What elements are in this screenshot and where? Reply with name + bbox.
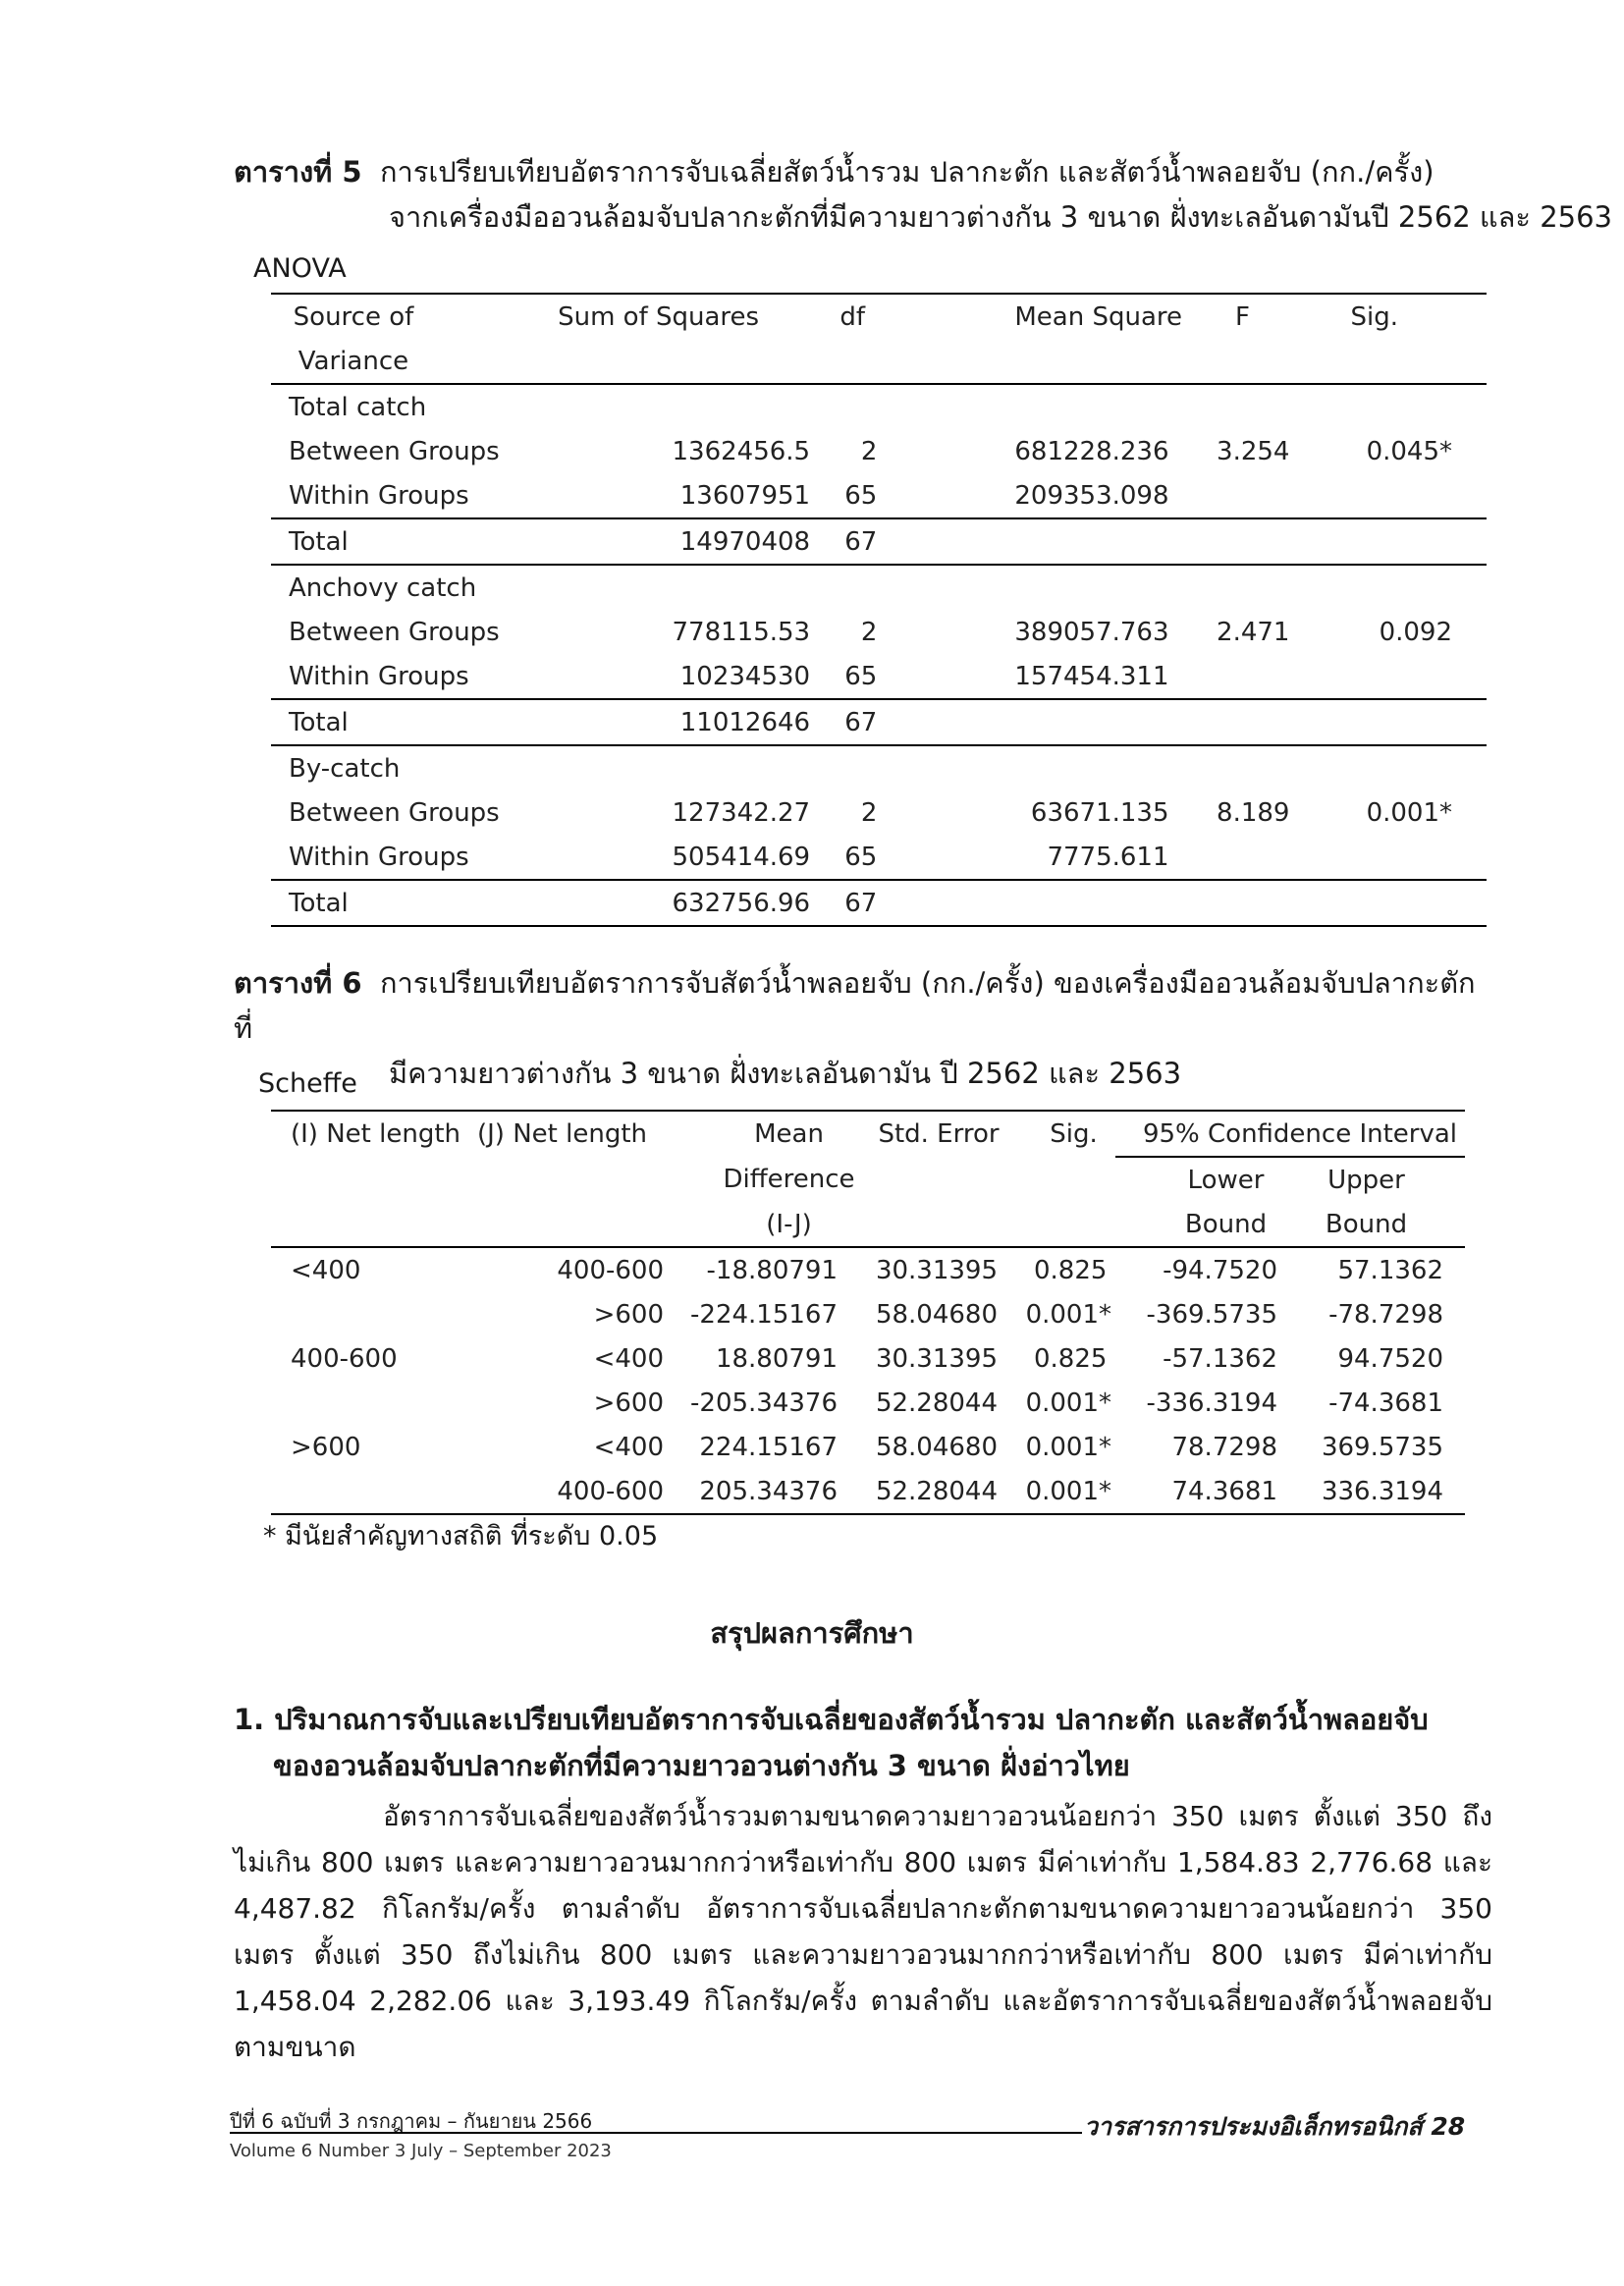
footer-issue-th: ปีที่ 6 ฉบับที่ 3 กรกฎาคม – กันยายน 2566 [230,2109,593,2133]
table6-caption-line2: มีความยาวต่างกัน 3 ขนาด ฝั่งทะเลอันดามัน ปี 2562 และ 2563 [389,1057,1182,1090]
header-sig: Sig. [1350,301,1398,332]
table-row: Within Groups 10234530 65 157454.311 [289,661,1169,691]
table6-title: Scheffe [258,1068,357,1099]
header-lower-b: Bound [1184,1209,1268,1239]
header-md-c: (I-J) [766,1209,812,1239]
header-ms: Mean Square [1014,301,1182,332]
table5-title: ANOVA [253,253,347,284]
table5-caption-line1: การเปรียบเทียบอัตราการจับเฉลี่ยสัตว์น้ำรวม ปลากะตัก และสัตว์น้ำพลอยจับ (กก./ครั้ง) [379,155,1435,189]
table-row: >600 -224.15167 58.04680 0.001* -369.5735 -78.7298 [593,1299,1443,1330]
table6-label: ตารางที่ 6 [234,966,362,1000]
header-ci: 95% Confidence Interval [1115,1111,1465,1157]
header-source-a: Source of [293,301,414,332]
header-sig: Sig. [1050,1119,1098,1149]
table-row: Total 632756.96 67 [271,880,1487,926]
table-row: >600 -205.34376 52.28044 0.001* -336.3194 -74.3681 [593,1388,1443,1418]
subheading-line2: ของอวนล้อมจับปลากะตักที่มีความยาวอวนต่างกัน 3 ขนาด ฝั่งอ่าวไทย [273,1749,1130,1782]
table5-label: ตารางที่ 5 [234,155,362,189]
footer-issue-en: Volume 6 Number 3 July – September 2023 [230,2141,612,2161]
table-row: 400-600 205.34376 52.28044 0.001* 74.3681 336.3194 [271,1469,1465,1514]
header-df: df [839,301,866,332]
header-se: Std. Error [878,1119,1000,1149]
group-name: Total catch [289,392,427,422]
header-ss: Sum of Squares [558,301,760,332]
footer-journal: วารสารการประมงอิเล็กทรอนิกส์ 28 [1084,2112,1466,2141]
subheading [234,1697,1500,1789]
significance-note: * มีนัยสำคัญทางสถิติ ที่ระดับ 0.05 [263,1521,659,1551]
section-title: สรุปผลการศึกษา [710,1616,914,1650]
group-name: By-catch [289,753,401,784]
header-source-b: Variance [298,346,409,376]
table-row: Within Groups 13607951 65 209353.098 [289,480,1169,511]
header-j: (J) Net length [477,1119,647,1149]
header-f: F [1235,301,1250,332]
table5-caption [234,149,1624,240]
table-row: Between Groups 1362456.5 2 681228.236 3.254 0.045* [289,436,1452,466]
header-upper-b: Bound [1325,1209,1408,1239]
table-row: Between Groups 778115.53 2 389057.763 2.471 0.092 [289,617,1452,647]
header-md-a: Mean [754,1119,824,1149]
table5-caption-line2: จากเครื่องมืออวนล้อมจับปลากะตักที่มีความยาวต่างกัน 3 ขนาด ฝั่งทะเลอันดามันปี 2562 และ 2563 [389,200,1612,234]
table-row: 400-600 <400 18.80791 30.31395 0.825 -57.1362 94.7520 [291,1343,1443,1374]
scheffe-table [271,1110,1465,1515]
subheading-line1: 1. ปริมาณการจับและเปรียบเทียบอัตราการจับเฉลี่ยของสัตว์น้ำรวม ปลากะตัก และสัตว์น้ำพลอยจับ [234,1703,1429,1736]
table-row: <400 400-600 -18.80791 30.31395 0.825 -94.7520 57.1362 [291,1255,1443,1285]
table-row: >600 <400 224.15167 58.04680 0.001* 78.7298 369.5735 [291,1432,1443,1462]
table-row: Total 14970408 67 [271,518,1487,565]
table-row: Total 11012646 67 [271,699,1487,745]
group-name: Anchovy catch [289,572,477,603]
table6-caption [234,960,1500,1096]
header-upper-a: Upper [1327,1165,1405,1195]
table6-caption-line1: การเปรียบเทียบอัตราการจับสัตว์น้ำพลอยจับ (กก./ครั้ง) ของเครื่องมืออวนล้อมจับปลากะตัก ที่ [234,966,1476,1045]
header-i: (I) Net length [291,1119,460,1149]
anova-table [271,293,1487,927]
table-row: Between Groups 127342.27 2 63671.135 8.189 0.001* [289,797,1452,828]
table-row: Within Groups 505414.69 65 7775.611 [289,842,1169,872]
header-lower-a: Lower [1187,1165,1265,1195]
header-md-b: Difference [723,1165,855,1194]
body-paragraph: อัตราการจับเฉลี่ยของสัตว์น้ำรวมตามขนาดความยาวอวนน้อยกว่า 350 เมตร ตั้งแต่ 350 ถึงไม่เกิน 800 เมตร และความยาวอวนมากกว่าหรือเท่ากับ 800 เมตร มีค่าเท่ากับ 1,584.83 2,776.68 และ 4,487.82 กิโลกรัม/ครั้ง ตามลำดับ อัตราการจับเฉลี่ยปลากะตักตามขนาดความยาวอวนน้อยกว่า 350 เมตร ตั้งแต่ 350 ถึงไม่เกิน 800 เมตร และความยาวอวนมากกว่าหรือเท่ากับ 800 เมตร มีค่าเท่ากับ 1,458.04 2,282.06 และ 3,193.49 กิโลกรัม/ครั้ง ตามลำดับ และอัตราการจับเฉลี่ยของสัตว์น้ำพลอยจับตามขนาด [234,1800,1492,2063]
